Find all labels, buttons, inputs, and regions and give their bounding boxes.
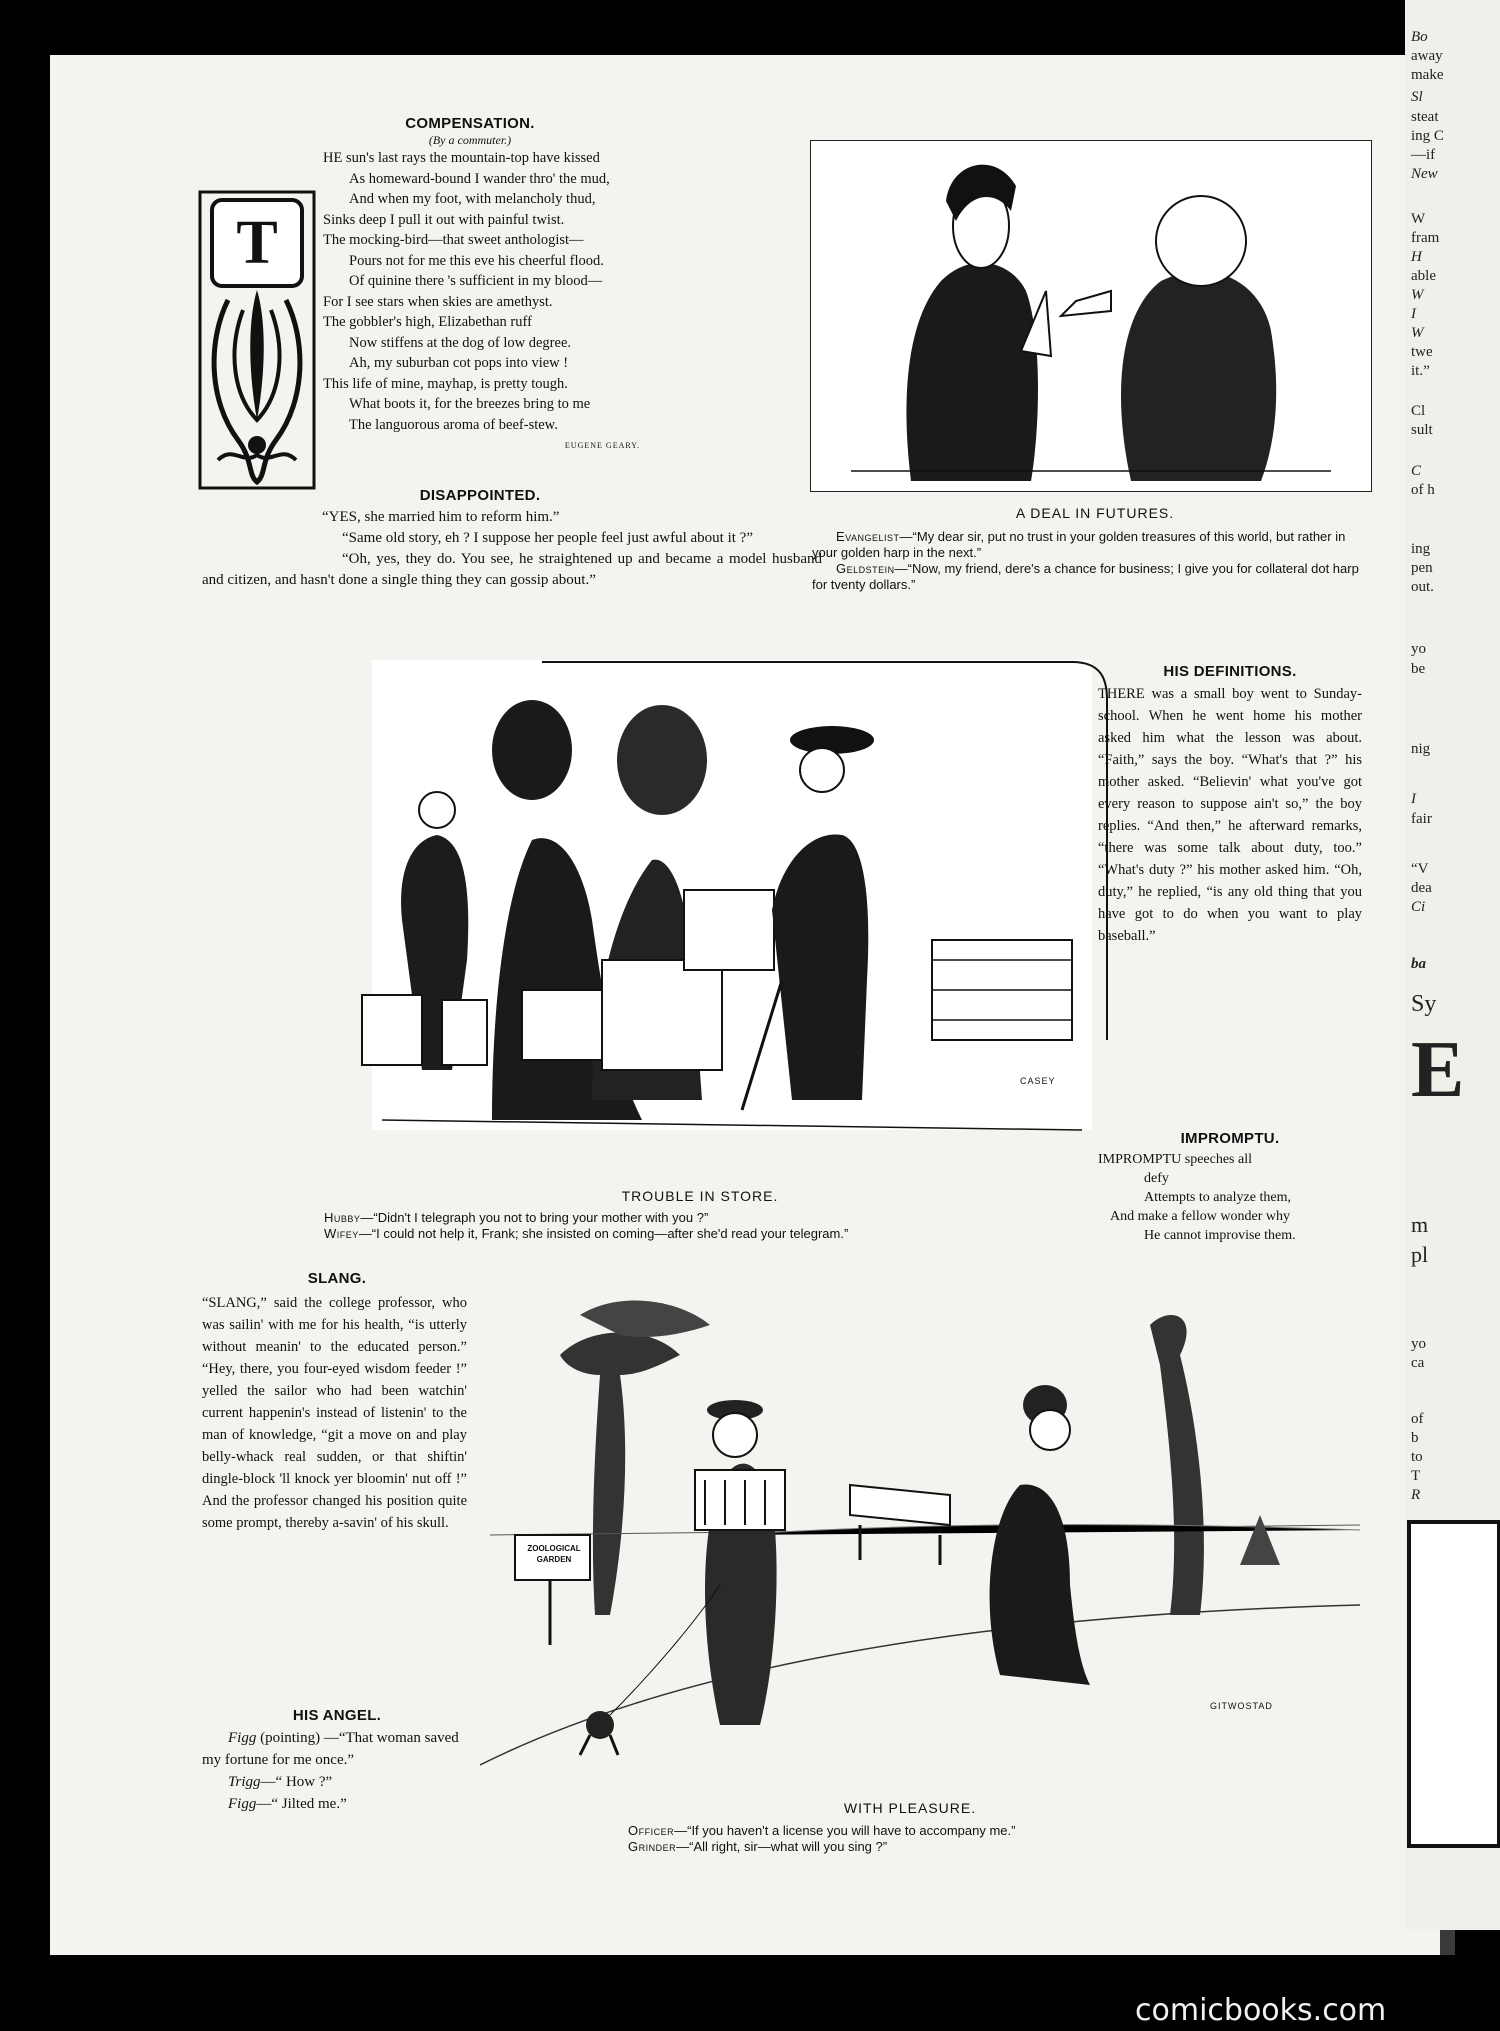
dialogue-line: —“ Jilted me.” [256, 1796, 347, 1812]
poem-line: Attempts to analyze them, [1144, 1190, 1291, 1205]
page-fragment: ing [1411, 541, 1431, 557]
poem-line: And make a fellow wonder why [1110, 1209, 1291, 1224]
compensation-title: COMPENSATION. [405, 115, 535, 132]
page-fragment: m [1411, 1212, 1429, 1237]
poem-line: Pours not for me this eve his cheerful flood. [349, 252, 604, 269]
poem-line: The languorous aroma of beef-stew. [349, 416, 558, 433]
page-fragment: dea [1411, 880, 1432, 896]
poem-line: Now stiffens at the dog of low degree. [349, 334, 572, 351]
page-fragment: Sl [1411, 89, 1423, 105]
slang-text: “SLANG,” said the college professor, who was sailin' with me for his health, “is utterly without meanin' to the educated person.” “Hey, there, you four-eyed wisdom feeder !” yelled the sailor who had been watchin' current happenin's instead of listenin' to the man of knowledge, “git a move on and play belly-whack real sudden, or that shiftin' dingle-block 'll knock yer bloomin' nut off !” And the professor changed his position quite some prompt, thereby a-savin' of his skull. [202, 1295, 467, 1531]
dialogue-line: —“All right, sir—what will you sing ?” [676, 1839, 888, 1854]
page-fragment: sult [1411, 422, 1433, 438]
speaker-name: Hubby [324, 1210, 361, 1225]
poem-line: IMPROMPTU speeches all [1098, 1152, 1252, 1167]
speaker-name: Trigg [228, 1774, 261, 1790]
adjacent-page-box [1407, 1520, 1500, 1848]
dialogue-line: (pointing) —“That woman saved my fortune for me once.” [202, 1730, 459, 1768]
ornamental-initial-panel [198, 190, 316, 490]
angel-title: HIS ANGEL. [292, 1707, 382, 1724]
poem-line: And when my foot, with melancholy thud, [349, 191, 596, 207]
compensation-author: EUGENE GEARY. [564, 441, 640, 450]
page-fragment: C [1411, 463, 1422, 479]
dialogue-line: —“Now, my friend, dere's a chance for business; I give you for collateral dot harp for tventy dollars.” [812, 561, 1359, 592]
page-fragment: W [1411, 211, 1426, 227]
poem-line: Of quinine there 's sufficient in my blood— [349, 273, 603, 289]
page-fragment: steat [1411, 109, 1439, 125]
speaker-name: Wifey [324, 1226, 359, 1241]
speaker-name: Figg [228, 1730, 257, 1746]
page-fragment: pen [1411, 560, 1433, 576]
dialogue-line: —“I could not help it, Frank; she insisted on coming—after she'd read your telegram.” [358, 1226, 849, 1241]
angel-text [202, 1727, 467, 1815]
page-fragment: nig [1411, 741, 1431, 757]
disappointed-title: DISAPPOINTED. [419, 487, 541, 504]
magazine-page [50, 55, 1440, 1955]
page-fragment: Ci [1411, 899, 1426, 915]
page-fragment: able [1411, 268, 1436, 284]
definitions-text: THERE was a small boy went to Sunday-school. When he went home his mother asked him what the lesson was about. “Faith,” says the boy. “What's that ?” his mother asked. “Believin' what you've got every reason to suppose ain't so,” the boy replies. “And then,” he afterward remarks, “there was some talk about duty, too.” “What's duty ?” his mother asked him. “Oh, duty,” he replied, “is any old thing that you have got to do when you want to play baseball.” [1098, 686, 1362, 944]
dialogue-line: —“ How ?” [260, 1774, 333, 1790]
poem-line: The mocking-bird—that sweet anthologist— [323, 232, 584, 248]
trouble-dialogue [290, 1210, 1070, 1242]
page-fragment: ing C [1411, 128, 1444, 144]
poem-line: HE sun's last rays the mountain-top have kissed [323, 150, 600, 166]
page-fragment: of [1411, 1411, 1424, 1427]
page-fragment: yo [1411, 1336, 1426, 1352]
page-fragment: Bo [1411, 29, 1428, 45]
speaker-name: Officer [628, 1823, 675, 1838]
speaker-name: Geldstein [836, 561, 895, 576]
dialogue-line: —“My dear sir, put no trust in your golden treasures of this world, but rather in your golden harp in the next.” [812, 529, 1346, 560]
page-fragment: R [1411, 1487, 1421, 1503]
site-watermark: comicbooks.com [1135, 1993, 1387, 2028]
page-fragment: out. [1411, 579, 1434, 595]
page-fragment: —if [1411, 147, 1436, 163]
poem-line: He cannot improvise them. [1144, 1228, 1296, 1243]
poem-line: For I see stars when skies are amethyst. [323, 293, 553, 310]
page-fragment: H [1411, 249, 1422, 265]
page-fragment: twe [1411, 344, 1433, 360]
adjacent-page-edge [1405, 0, 1500, 1930]
page-fragment: be [1411, 661, 1426, 677]
disappointed-p3: “Oh, yes, they do. You see, he straightened up and became a model husband and citizen, and hasn't done a single thing they can gossip about.” [202, 551, 822, 588]
disappointed-p1: “YES, she married him to reform him.” [322, 509, 560, 525]
page-fragment: E [1411, 1026, 1465, 1114]
page-fragment: pl [1411, 1242, 1429, 1267]
compensation-poem [323, 148, 613, 435]
pleasure-caption: WITH PLEASURE. [843, 1800, 977, 1816]
page-fragment: ba [1411, 956, 1426, 972]
dialogue-line: —“Didn't I telegraph you not to bring your mother with you ?” [360, 1210, 709, 1225]
artist-signature: CASEY [1020, 1076, 1056, 1086]
disappointed-p2: “Same old story, eh ? I suppose her people feel just awful about it ?” [342, 530, 753, 546]
impromptu-title: IMPROMPTU. [1180, 1130, 1280, 1147]
drop-cap-letter: T [236, 209, 278, 277]
poem-line: This life of mine, mayhap, is pretty tough. [323, 375, 568, 392]
page-fragment: Sy [1411, 991, 1437, 1017]
trouble-in-store-illustration [342, 660, 1112, 1150]
page-fragment: to [1411, 1449, 1423, 1465]
evangelist-and-geldstein-drawing [811, 141, 1371, 491]
poem-line: Ah, my suburban cot pops into view ! [349, 355, 569, 371]
page-fragment: ca [1411, 1355, 1425, 1371]
deal-caption: A DEAL IN FUTURES. [1015, 505, 1175, 521]
page-fragment: W [1411, 287, 1424, 303]
page-fragment: I [1411, 306, 1416, 322]
train-station-luggage-drawing [342, 660, 1112, 1150]
definitions-title: HIS DEFINITIONS. [1163, 663, 1297, 680]
zoological-garden-sign: ZOOLOGICAL GARDEN [527, 1544, 581, 1564]
with-pleasure-illustration [480, 1285, 1370, 1785]
page-fragment: b [1411, 1430, 1419, 1446]
page-fragment: T [1411, 1468, 1421, 1484]
page-fragment: W [1411, 325, 1424, 341]
compensation-subtitle: (By a commuter.) [428, 133, 512, 147]
page-fragment: Cl [1411, 403, 1426, 419]
page-fragment: make [1411, 67, 1444, 83]
speaker-name: Evangelist [836, 529, 900, 544]
page-fragment: yo [1411, 641, 1426, 657]
disappointed-text [202, 507, 822, 591]
page-fragment: away [1411, 48, 1443, 64]
speaker-name: Figg [228, 1796, 257, 1812]
page-fragment: I [1411, 791, 1416, 807]
poem-line: The gobbler's high, Elizabethan ruff [323, 314, 532, 330]
speaker-name: Grinder [628, 1839, 677, 1854]
page-fragment: fram [1411, 230, 1440, 246]
slang-title: SLANG. [307, 1270, 367, 1287]
deal-in-futures-illustration [810, 140, 1372, 492]
page-fragment: fair [1411, 811, 1432, 827]
poem-line: Sinks deep I pull it out with painful twist. [323, 211, 565, 228]
page-fragment: of h [1411, 482, 1435, 498]
trouble-caption: TROUBLE IN STORE. [621, 1188, 779, 1204]
poem-line: defy [1144, 1171, 1169, 1186]
page-fragment: New [1411, 166, 1438, 182]
poem-line: What boots it, for the breezes bring to me [349, 396, 591, 412]
pleasure-dialogue [628, 1823, 1328, 1855]
page-fragment: “V [1411, 861, 1429, 877]
dialogue-line: —“If you haven't a license you will have to accompany me.” [674, 1823, 1016, 1838]
page-fragment: it.” [1411, 363, 1430, 379]
artist-signature: GITWOSTAD [1210, 1701, 1273, 1711]
poem-line: As homeward-bound I wander thro' the mud, [349, 170, 610, 187]
deal-dialogue [812, 529, 1372, 593]
impromptu-poem [1098, 1150, 1364, 1245]
